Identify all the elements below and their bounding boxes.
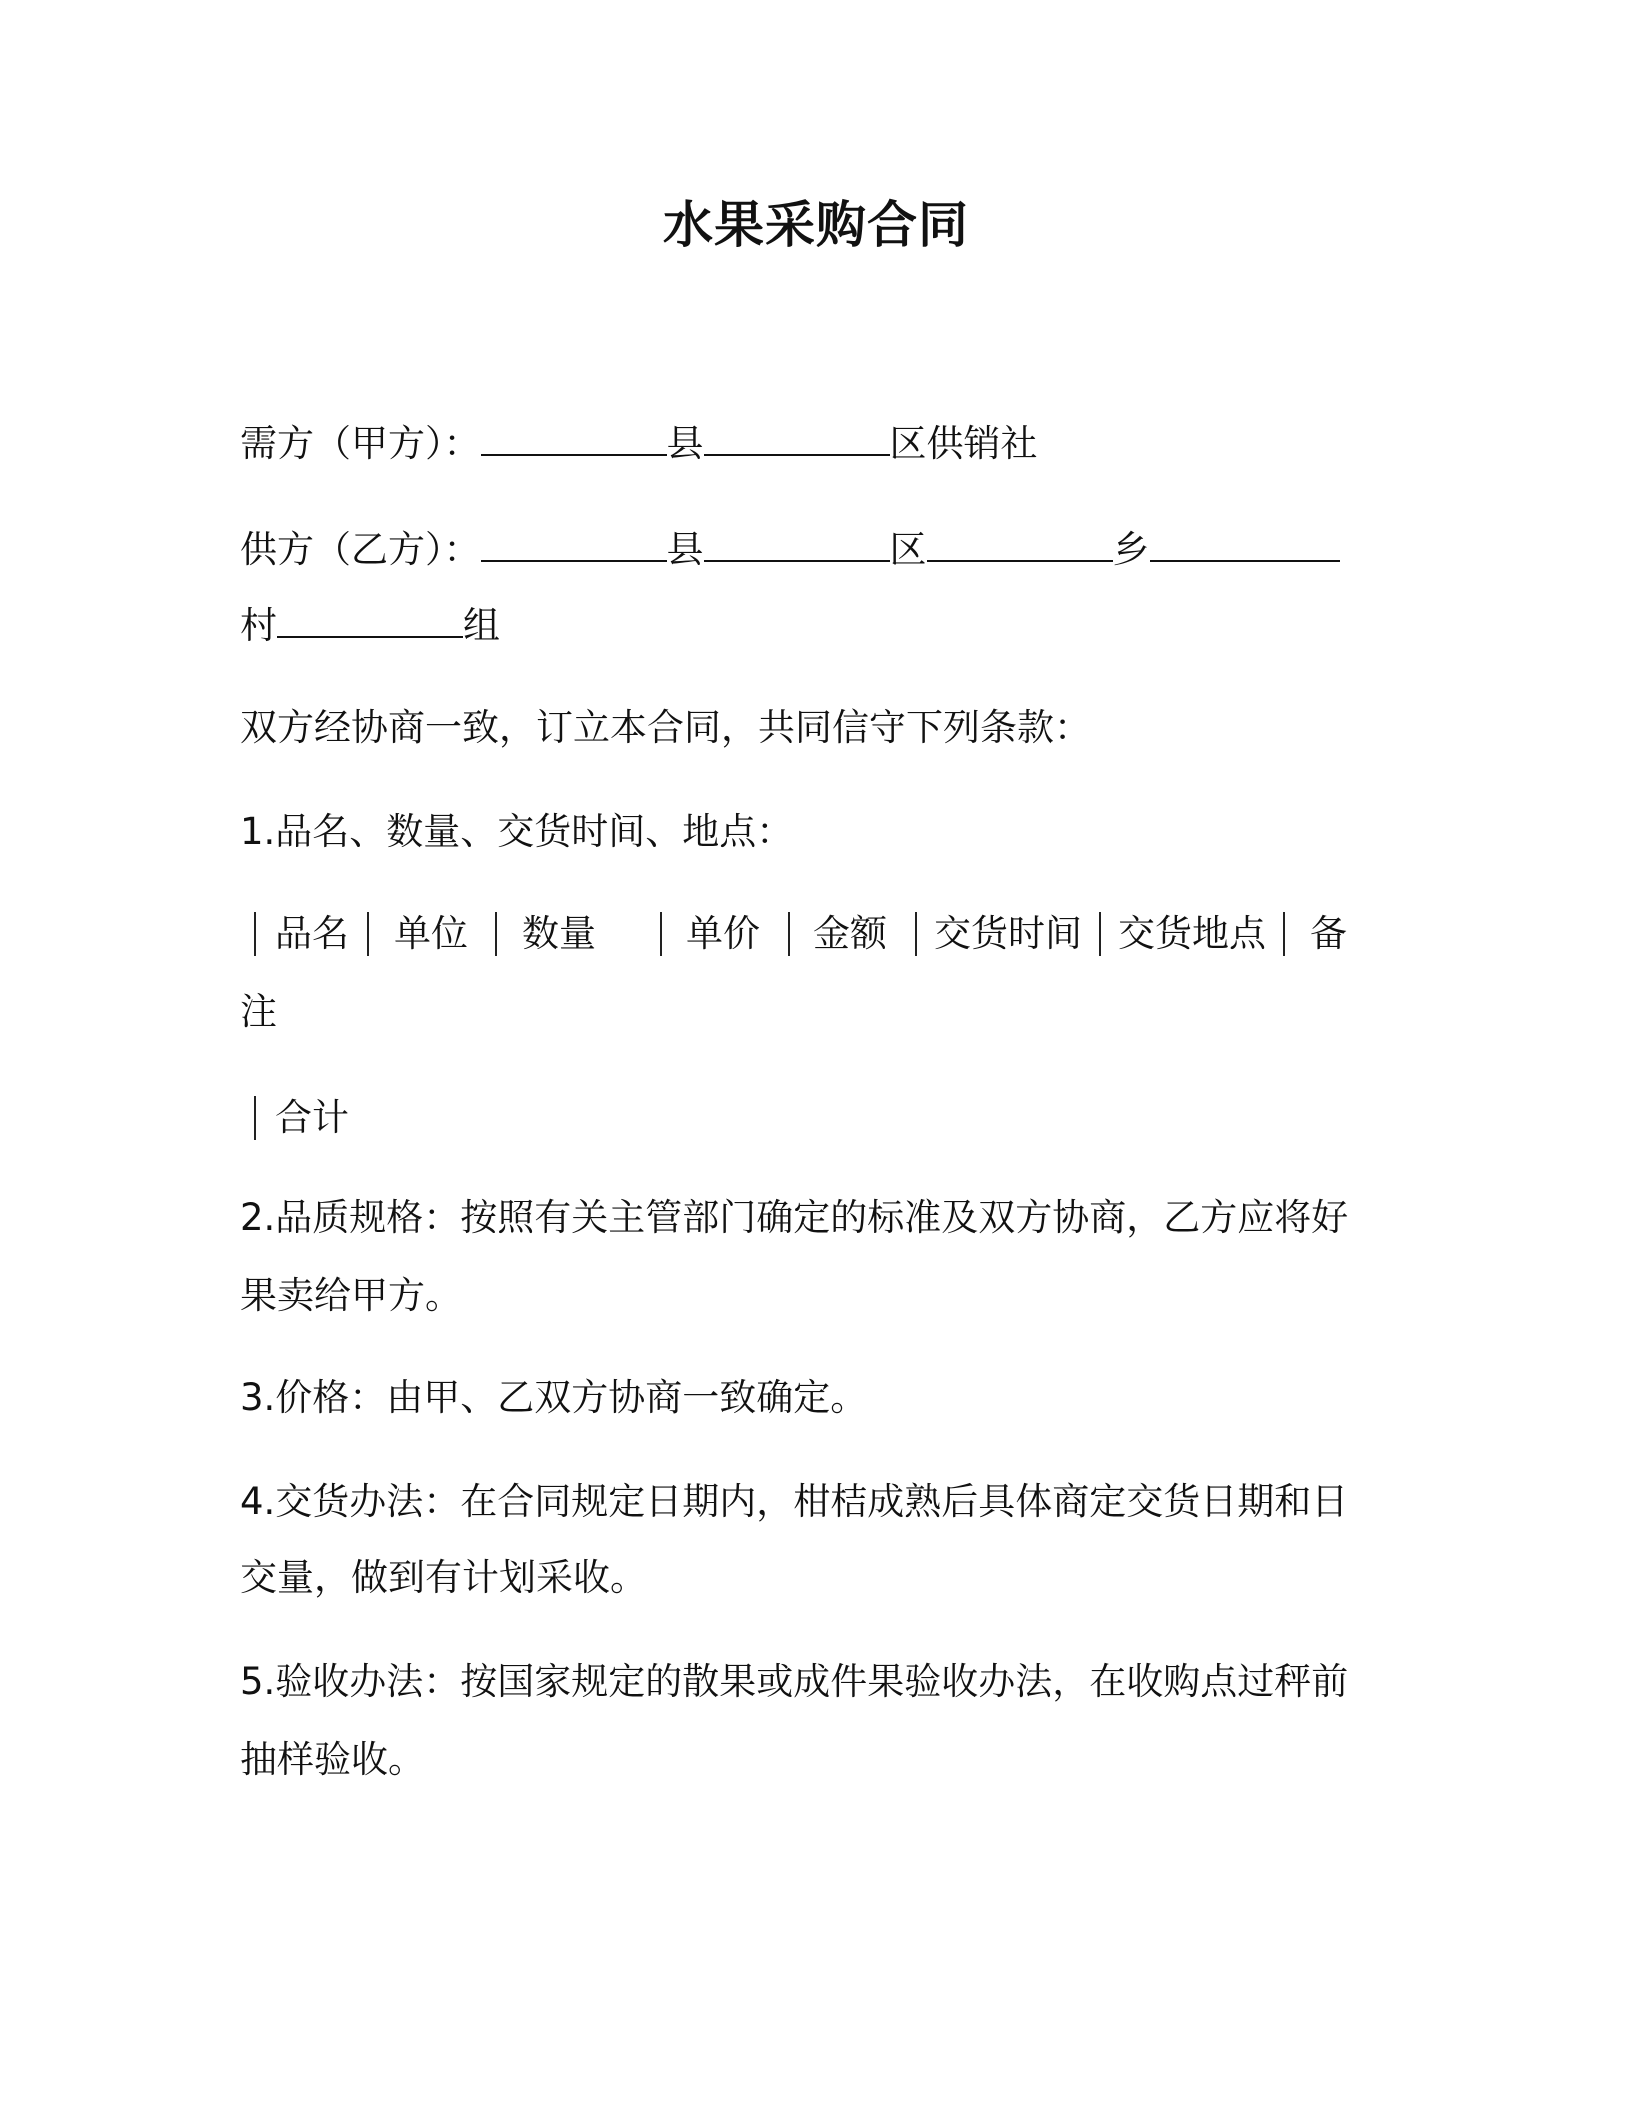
party-a-label: 需方（甲方）： (240, 422, 481, 465)
party-b-group-suffix: 组 (463, 604, 500, 647)
clause-2-line-2: 果卖给甲方。 (240, 1274, 462, 1317)
table-header-delivery-time: 交货时间 (934, 912, 1082, 955)
table-separator (1099, 912, 1101, 956)
party-b-label: 供方（乙方）： (240, 528, 481, 571)
party-a-line (240, 418, 1390, 470)
table-separator (254, 1096, 256, 1140)
party-b-line-2 (240, 600, 1390, 652)
table-total-label: 合计 (275, 1096, 349, 1139)
party-b-line (240, 524, 1390, 576)
table-header-unit-price: 单价 (686, 912, 760, 955)
table-header-delivery-place: 交货地点 (1118, 912, 1266, 955)
party-b-county-suffix: 县 (666, 528, 704, 571)
table-separator (660, 912, 662, 956)
party-a-county-blank[interactable] (481, 418, 667, 456)
party-b-county-blank[interactable] (481, 524, 667, 562)
clause-5-line-1: 5.验收办法：按国家规定的散果或成件果验收办法，在收购点过秤前 (240, 1660, 1349, 1703)
table-header-unit: 单位 (394, 912, 468, 955)
party-b-group-blank[interactable] (277, 600, 463, 638)
table-header-quantity: 数量 (522, 912, 596, 955)
intro-text: 双方经协商一致，订立本合同，共同信守下列条款： (240, 706, 1091, 749)
party-b-district-suffix: 区 (889, 528, 927, 571)
clause-2-line-1: 2.品质规格：按照有关主管部门确定的标准及双方协商，乙方应将好 (240, 1196, 1349, 1239)
table-header-name: 品名 (275, 912, 349, 955)
table-separator (915, 912, 917, 956)
clause-4-line-1: 4.交货办法：在合同规定日期内，柑桔成熟后具体商定交货日期和日 (240, 1480, 1349, 1523)
party-b-village-blank[interactable] (1150, 524, 1340, 562)
document-title: 水果采购合同 (663, 196, 969, 254)
table-separator (1283, 912, 1285, 956)
clause-1-text: 1.品名、数量、交货时间、地点： (240, 810, 794, 853)
table-separator (254, 912, 256, 956)
table-separator (367, 912, 369, 956)
party-b-district-blank[interactable] (704, 524, 890, 562)
table-header-wrap: 注 (240, 990, 277, 1033)
party-a-district-suffix: 区供销社 (889, 422, 1038, 465)
table-header-amount: 金额 (813, 912, 887, 955)
table-separator (495, 912, 497, 956)
party-b-village-suffix: 村 (240, 604, 277, 647)
clause-5-line-2: 抽样验收。 (240, 1738, 425, 1781)
table-header-remarks: 备 (1310, 912, 1347, 955)
party-a-county-suffix: 县 (666, 422, 704, 465)
party-b-township-suffix: 乡 (1112, 528, 1150, 571)
party-a-district-blank[interactable] (704, 418, 890, 456)
party-b-township-blank[interactable] (927, 524, 1113, 562)
clause-3-line-1: 3.价格：由甲、乙双方协商一致确定。 (240, 1376, 868, 1419)
table-separator (788, 912, 790, 956)
clause-4-line-2: 交量，做到有计划采收。 (240, 1556, 647, 1599)
